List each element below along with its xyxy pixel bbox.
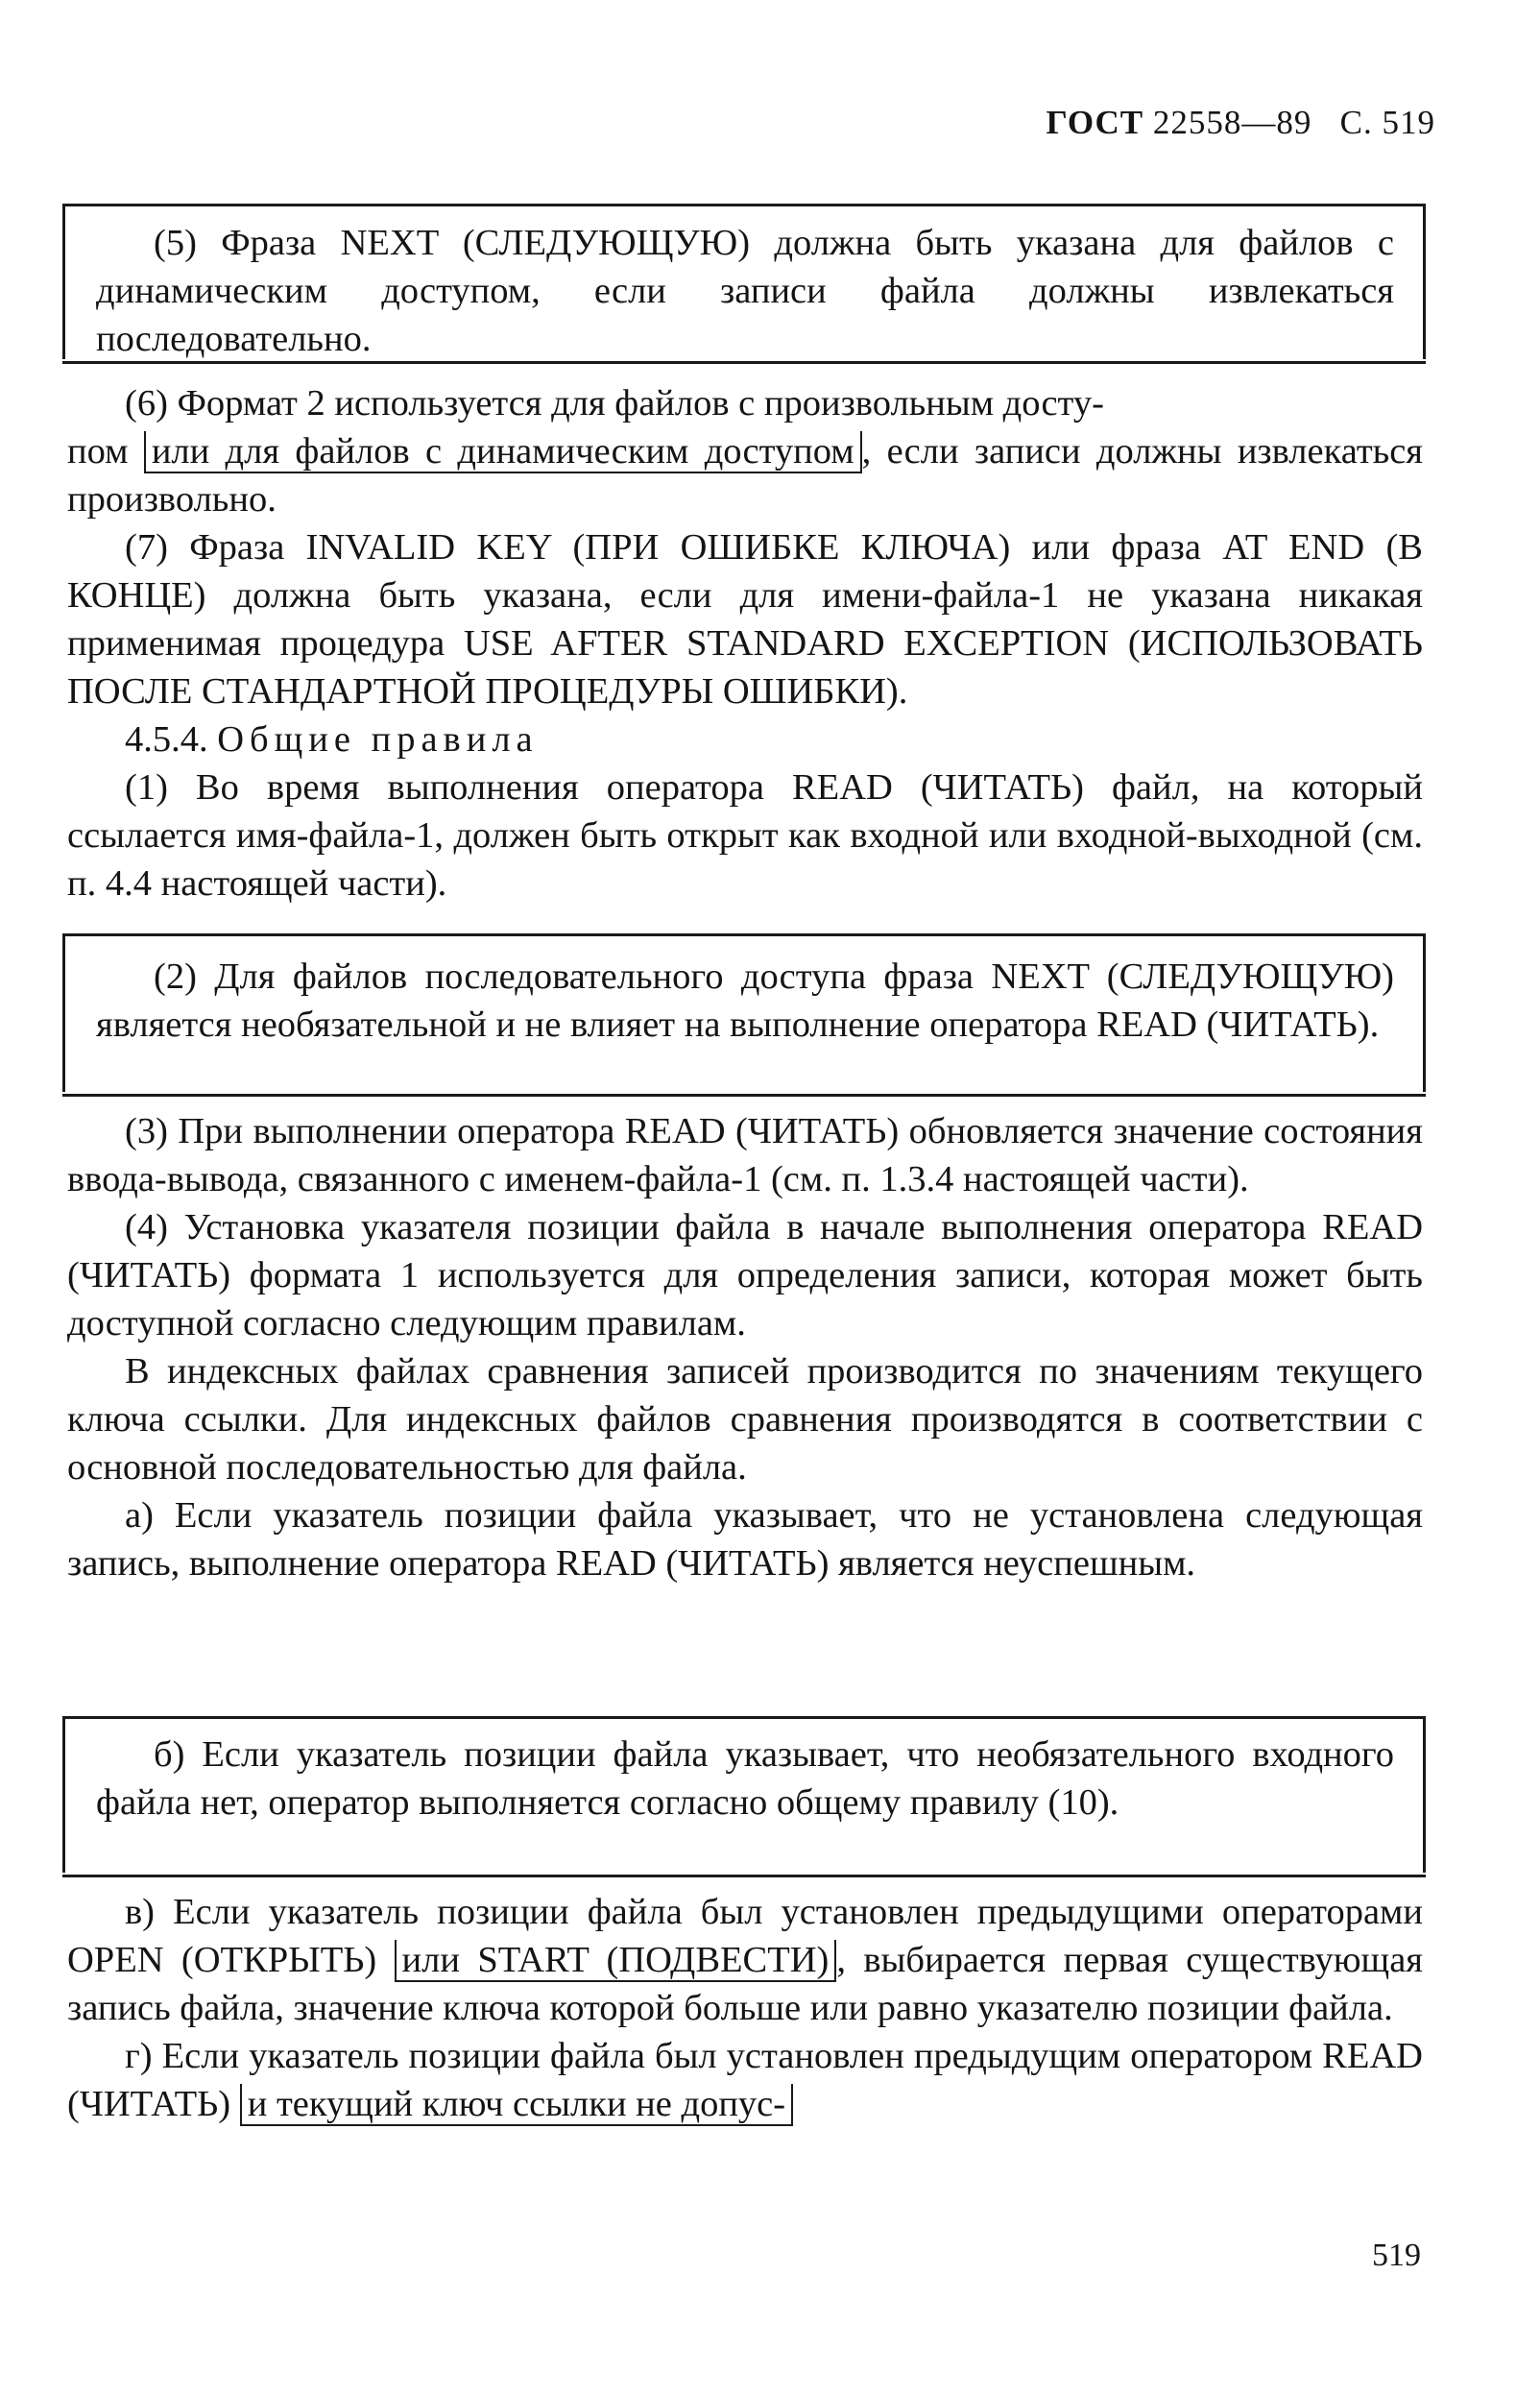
general-rules-heading (67, 715, 1423, 763)
box-bottom-rule (62, 361, 1426, 364)
rule-4a-paragraph: а) Если указатель позиции файла указывает, что не установлена следующая запись, выполнение оператора READ (ЧИТАТЬ) является неуспешным. (67, 1495, 1423, 1584)
rule-3-paragraph: (3) При выполнении оператора READ (ЧИТАТЬ) обновляется значение состояния ввода-вывода, связанного с именем-файла-1 (см. п. 1.3.4 настоящей части). (67, 1111, 1423, 1199)
header-standard: ГОСТ (1046, 104, 1144, 141)
main-text-block-3 (67, 1888, 1423, 2128)
rule-4b-paragraph: б) Если указатель позиции файла указывает, что необязательного входного файла нет, оператор выполняется согласно общему правилу (10). (96, 1734, 1394, 1823)
rule-4-indexed-files-paragraph: В индексных файлах сравнения записей производится по значениям текущего ключа ссылки. Для индексных файлов сравнения производятся в соответствии с основной последовательностью для файла. (67, 1351, 1423, 1488)
rule-4v-boxed-insert: или START (ПОДВЕСТИ) (395, 1940, 837, 1982)
rule-4g-boxed-insert: и текущий ключ ссылки не допус- (240, 2084, 793, 2126)
section-6-suffix: , если записи должны извлекаться произвольно. (67, 431, 1424, 520)
rule-4v-paragraph (67, 1888, 1423, 2032)
page-number: 519 (1372, 2238, 1421, 2273)
main-text-block-2 (67, 1107, 1423, 1587)
running-header (965, 104, 1435, 142)
rule-4g-start: г) Если указатель позиции файла был установлен предыдущим оператором READ (ЧИТАТЬ) (67, 2036, 1423, 2124)
rule-4-paragraph: (4) Установка указателя позиции файла в начале выполнения оператора READ (ЧИТАТЬ) формата 1 используется для определения записи, которая может быть доступной согласно следующим правилам. (67, 1207, 1423, 1343)
section-6-boxed-insert: или для файлов с динамическим доступом (144, 431, 862, 473)
section-5-block (67, 219, 1423, 363)
header-standard-number: 22558—89 (1152, 104, 1312, 141)
section-6-line-1: (6) Формат 2 используется для файлов с произвольным досту- (125, 383, 1104, 424)
section-5-paragraph: (5) Фраза NEXT (СЛЕДУЮЩУЮ) должна быть указана для файлов с динамическим доступом, если записи файла должны извлекаться последовательно. (96, 223, 1394, 359)
section-7-paragraph: (7) Фраза INVALID KEY (ПРИ ОШИБКЕ КЛЮЧА) или фраза AT END (В КОНЦЕ) должна быть указана, если для имени-файла-1 не указана никакая применимая процедура USE AFTER STANDARD EXCEPTION (ИСПОЛЬЗОВАТЬ ПОСЛЕ СТАНДАРТНОЙ ПРОЦЕДУРЫ ОШИБКИ). (67, 527, 1423, 712)
header-page-label: С. 519 (1339, 104, 1435, 141)
section-6-prefix: пом (67, 431, 129, 472)
rule-4v-end: , выбирается первая существующая запись файла, значение ключа которой больше или равно указателю позиции файла. (67, 1940, 1423, 2028)
rule-4b-block (67, 1730, 1423, 1827)
box-bottom-rule (62, 1875, 1426, 1877)
rule-1-paragraph: (1) Во время выполнения оператора READ (ЧИТАТЬ) файл, на который ссылается имя-файла-1, должен быть открыт как входной или входной-выходной (см. п. 4.4 настоящей части). (67, 767, 1423, 904)
rule-2-paragraph: (2) Для файлов последовательного доступа фраза NEXT (СЛЕДУЮЩУЮ) является необязательной и не влияет на выполнение оператора READ (ЧИТАТЬ). (96, 956, 1394, 1045)
rule-2-block (67, 953, 1423, 1049)
box-bottom-rule (62, 1094, 1426, 1097)
rule-4v-start: в) Если указатель позиции файла был установлен предыдущими операторами OPEN (ОТКРЫТЬ) (67, 1892, 1423, 1980)
general-rules-number: 4.5.4. (125, 719, 208, 760)
section-6-continuation (67, 427, 1423, 523)
rule-4g-paragraph (67, 2032, 1423, 2128)
general-rules-title: Общие правила (217, 719, 539, 760)
main-text-block-1 (67, 379, 1423, 908)
